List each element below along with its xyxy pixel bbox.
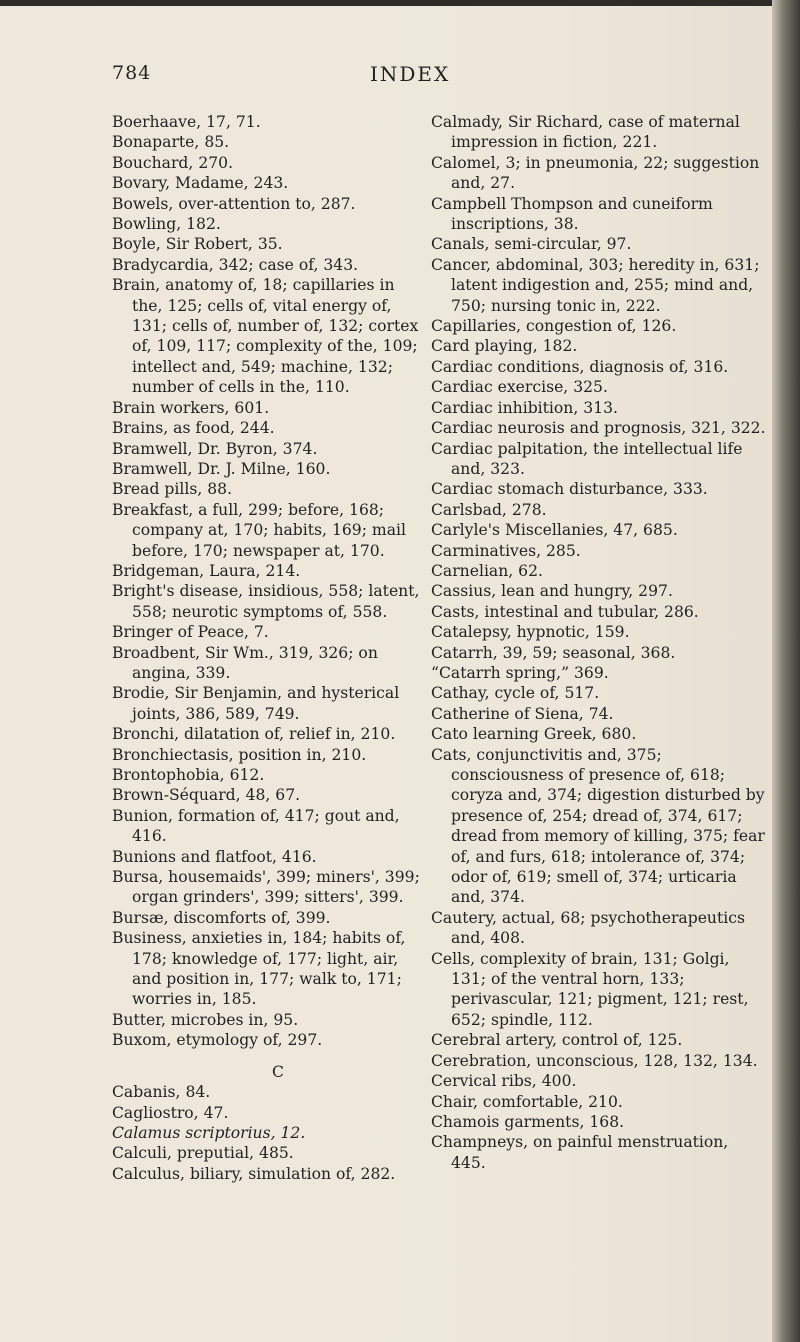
index-entry: Bowels, over-attention to, 287.	[112, 194, 356, 213]
page-number: 784	[112, 62, 152, 84]
right-column	[431, 112, 766, 1173]
index-entry: Brain workers, 601.	[112, 398, 270, 417]
index-entry: Carnelian, 62.	[431, 561, 543, 580]
index-entry: Calomel, 3; in pneumonia, 22; suggestion and, 27.	[431, 153, 760, 193]
index-entry: Bread pills, 88.	[112, 480, 233, 499]
index-entry: Bowling, 182.	[112, 215, 221, 234]
index-entry: Carlsbad, 278.	[431, 500, 547, 519]
index-entry: Bunion, formation of, 417; gout and, 416.	[112, 806, 400, 846]
index-entry: Cardiac conditions, diagnosis of, 316.	[431, 357, 729, 376]
top-border	[0, 0, 800, 6]
index-entry: Bonaparte, 85.	[112, 133, 230, 152]
index-entry: Butter, microbes in, 95.	[112, 1010, 299, 1029]
index-entry: Bursæ, discomforts of, 399.	[112, 908, 331, 927]
index-entry: Business, anxieties in, 184; habits of, 178; knowledge of, 177; light, air, and position in, 177; walk to, 171; worries in, 185.	[112, 929, 406, 1009]
index-entry: Bradycardia, 342; case of, 343.	[112, 255, 359, 274]
index-entry: Cerebration, unconscious, 128, 132, 134.	[431, 1051, 758, 1070]
index-entry: Cervical ribs, 400.	[431, 1072, 577, 1091]
index-entry: Cerebral artery, control of, 125.	[431, 1031, 683, 1050]
index-entry: Bursa, housemaids', 399; miners', 399; organ grinders', 399; sitters', 399.	[112, 868, 420, 907]
index-entry: Catherine of Siena, 74.	[431, 704, 614, 723]
index-entry: Brain, anatomy of, 18; capillaries in the, 125; cells of, vital energy of, 131; cells of, number of, 132; cortex of, 109, 117; complexity of the, 109; intellect and, 549; machine, 132; number of cells in the, 110.	[112, 276, 419, 397]
index-entry: Champneys, on painful menstruation, 445.	[431, 1133, 729, 1172]
index-entry: Cardiac palpitation, the intellectual life and, 323.	[431, 439, 743, 478]
index-entry: Card playing, 182.	[431, 337, 578, 356]
index-entry: Cathay, cycle of, 517.	[431, 684, 600, 703]
index-entry: Boyle, Sir Robert, 35.	[112, 235, 283, 254]
index-entry: Bronchiectasis, position in, 210.	[112, 745, 367, 764]
index-entry: Brodie, Sir Benjamin, and hysterical joints, 386, 589, 749.	[112, 684, 400, 723]
index-entry: Cabanis, 84.	[112, 1083, 211, 1102]
index-entry: Cagliostro, 47.	[112, 1103, 229, 1122]
index-entry: Bramwell, Dr. J. Milne, 160.	[112, 459, 331, 478]
index-entry: Bright's disease, insidious, 558; latent, 558; neurotic symptoms of, 558.	[112, 582, 420, 621]
page-title: INDEX	[370, 62, 451, 86]
index-entry: Campbell Thompson and cuneiform inscriptions, 38.	[431, 194, 713, 234]
index-entry: Catarrh, 39, 59; seasonal, 368.	[431, 643, 676, 662]
index-entry: Canals, semi-circular, 97.	[431, 235, 632, 254]
index-entry: Bunions and flatfoot, 416.	[112, 847, 317, 866]
index-entry: Calmady, Sir Richard, case of maternal impression in fiction, 221.	[431, 113, 740, 152]
index-entry: Carminatives, 285.	[431, 541, 581, 560]
index-entry: Cato learning Greek, 680.	[431, 725, 637, 744]
index-entry: Bramwell, Dr. Byron, 374.	[112, 439, 318, 458]
index-entry: Bringer of Peace, 7.	[112, 623, 269, 642]
index-entry: Cardiac inhibition, 313.	[431, 398, 618, 417]
index-entry: Bouchard, 270.	[112, 153, 234, 172]
index-entry: Cells, complexity of brain, 131; Golgi, 131; of the ventral horn, 133; perivascular, 121; pigment, 121; rest, 652; spindle, 112.	[431, 949, 749, 1029]
index-entry: Catalepsy, hypnotic, 159.	[431, 623, 630, 642]
index-entry: Brown-Séquard, 48, 67.	[112, 786, 301, 805]
index-entry: Casts, intestinal and tubular, 286.	[431, 602, 699, 621]
index-entry: “Catarrh spring,” 369.	[431, 663, 609, 682]
index-entry: Cardiac neurosis and prognosis, 321, 322.	[431, 419, 766, 438]
index-entry: Buxom, etymology of, 297.	[112, 1031, 323, 1050]
page-edge-shadow	[772, 0, 800, 1342]
index-entry: Cautery, actual, 68; psychotherapeutics and, 408.	[431, 908, 745, 948]
index-entry-italic: Calamus scriptorius, 12.	[112, 1123, 306, 1142]
index-entry: Boerhaave, 17, 71.	[112, 113, 261, 131]
index-entry: Cardiac exercise, 325.	[431, 378, 608, 397]
section-letter-c: C	[272, 1062, 284, 1081]
index-entry: Brains, as food, 244.	[112, 419, 275, 438]
index-entry: Capillaries, congestion of, 126.	[431, 317, 677, 336]
index-entry: Bovary, Madame, 243.	[112, 174, 289, 193]
index-entry: Breakfast, a full, 299; before, 168; company at, 170; habits, 169; mail before, 170; newspaper at, 170.	[112, 500, 406, 560]
index-entry: Cardiac stomach disturbance, 333.	[431, 480, 708, 499]
index-entry: Brontophobia, 612.	[112, 766, 265, 784]
index-entry: Carlyle's Miscellanies, 47, 685.	[431, 521, 678, 540]
index-entry: Cancer, abdominal, 303; heredity in, 631; latent indigestion and, 255; mind and, 750; nursing tonic in, 222.	[431, 255, 760, 315]
index-entry: Cassius, lean and hungry, 297.	[431, 582, 673, 601]
index-entry: Bronchi, dilatation of, relief in, 210.	[112, 725, 396, 744]
index-entry: Chamois garments, 168.	[431, 1112, 625, 1131]
left-column	[112, 112, 424, 1184]
index-entry: Cats, conjunctivitis and, 375; consciousness of presence of, 618; coryza and, 374; digestion disturbed by presence of, 254; dread of, 374, 617; dread from memory of killing, 375; fear of, and furs, 618; intolerance of, 374; odor of, 619; smell of, 374; urticaria and, 374.	[431, 745, 765, 907]
index-entry: Bridgeman, Laura, 214.	[112, 561, 301, 580]
index-entry: Broadbent, Sir Wm., 319, 326; on angina, 339.	[112, 643, 378, 682]
index-entry: Calculus, biliary, simulation of, 282.	[112, 1164, 396, 1183]
page-header	[0, 62, 800, 92]
index-entry: Chair, comfortable, 210.	[431, 1092, 623, 1111]
index-entry: Calculi, preputial, 485.	[112, 1144, 294, 1163]
